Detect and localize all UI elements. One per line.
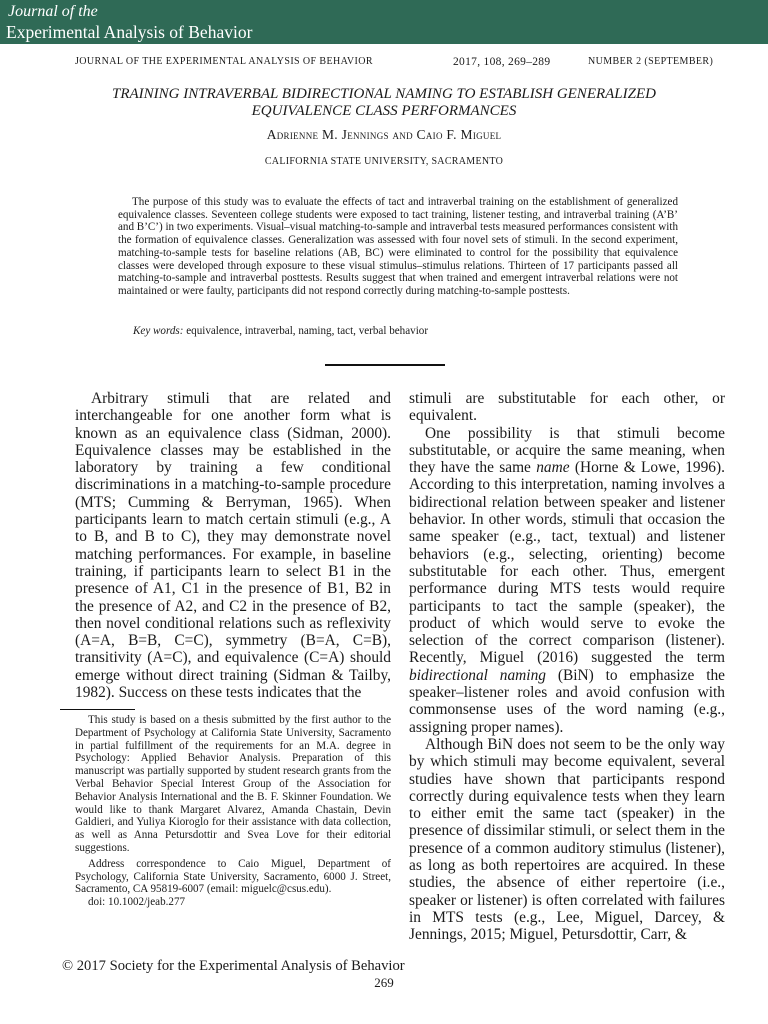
journal-banner [0, 0, 768, 44]
running-head-journal: JOURNAL OF THE EXPERIMENTAL ANALYSIS OF BEHAVIOR [75, 56, 373, 67]
footnote-rule [60, 709, 135, 710]
paragraph: One possibility is that stimuli become substitutable, or acquire the same meaning, when they have the same name (Horne & Lowe, 1996). According to this interpretation, naming involves a bidirectional relation between speaker and listener behavior. In other words, stimuli that occasion the same speaker (e.g., tact, textual) and listener behaviors (e.g., selecting, orienting) become substitutable for each other. Thus, emergent performance during MTS tests would require participants to tact the sample (speaker), the product of which would serve to evoke the selection of the correct comparison (listener). Recently, Miguel (2016) suggested the term bidirectional naming (BiN) to emphasize the speaker–listener roles and avoid confusion with commonsense uses of the word naming (e.g., assigning proper names). [409, 424, 725, 736]
body-column-left [75, 390, 391, 701]
paragraph: stimuli are substitutable for each other, or equivalent. [409, 390, 725, 425]
footnote-doi: doi: 10.1002/jeab.277 [88, 896, 186, 909]
abstract: The purpose of this study was to evaluate the effects of tact and intraverbal training on the establishment of generalized equivalence classes. Seventeen college students were exposed to tact training, listener testing, and intraverbal training (A’B’ and B’C’) in two experiments. Visual–visual matching-to-sample and intraverbal tests measured performances consistent with the formation of equivalence classes. Generalization was assessed with four novel sets of stimuli. In the second experiment, matching-to-sample tests for baseline relations (AB, BC) were eliminated to control for the possibility that equivalence classes were developed through exposure to these visual stimulus–stimulus relations. Thirteen of 17 participants passed all matching-to-sample and intraverbal posttests. Results suggest that when trained and emergent intraverbal relations were not maintained or were faulty, participants did not respond correctly during matching-to-sample posttests. [118, 196, 678, 297]
banner-line-2: Experimental Analysis of Behavior [6, 22, 253, 42]
keywords-label: Key words: [133, 325, 184, 337]
section-divider [325, 364, 445, 366]
running-head-citation: 2017, 108, 269–289 [453, 56, 551, 68]
paragraph: Although BiN does not seem to be the only way by which stimuli may become equivalent, several studies have shown that participants respond correctly during equivalence tests when they learn to either emit the same tact (speaker) in the presence of dissimilar stimuli, or select them in the presence of a common auditory stimulus (listener), as long as both repertoires are acquired. In these studies, the absence of either repertoire (i.e., speaker or listener) is often correlated with failures in MTS tests (e.g., Lee, Miguel, Darcey, & Jennings, 2015; Miguel, Petursdottir, Carr, & [409, 735, 725, 944]
article-authors: Adrienne M. Jennings and Caio F. Miguel [266, 127, 502, 142]
footnote-acknowledgment: This study is based on a thesis submitted by the first author to the Department of Psychology at California State University, Sacramento in partial fulfillment of the requirements for an M.A. degree in Psychology: Applied Behavior Analysis. Preparation of this manuscript was partially supported by student research grants from the Verbal Behavior Special Interest Group of the Association for Behavior Analysis International and the B. F. Skinner Foundation. We would like to thank Margaret Alvarez, Amanda Chastain, Devin Galdieri, and Yuliya Kioroglo for their assistance with data collection, as well as Anna Petursdottir and Svea Love for their editorial suggestions. [75, 714, 391, 854]
keywords-list: equivalence, intraverbal, naming, tact, verbal behavior [186, 325, 429, 337]
keywords [133, 325, 428, 338]
running-head-issue: NUMBER 2 (SEPTEMBER) [588, 56, 714, 67]
term-name: name [536, 459, 570, 477]
term-bidirectional-naming: bidirectional naming [409, 666, 546, 684]
article-affiliation: CALIFORNIA STATE UNIVERSITY, SACRAMENTO [264, 156, 504, 167]
banner-line-1: Journal of the [8, 3, 98, 20]
page-number: 269 [374, 975, 394, 990]
body-column-right [409, 390, 725, 944]
article-title: TRAINING INTRAVERBAL BIDIRECTIONAL NAMING TO ESTABLISH GENERALIZED EQUIVALENCE CLASS PERFORMANCES [112, 86, 656, 119]
paragraph: Arbitrary stimuli that are related and interchangeable for one another form what is known as an equivalence class (Sidman, 2000). Equivalence classes may be established in the laboratory by training a few conditional discriminations in a matching-to-sample procedure (MTS; Cumming & Berryman, 1965). When participants learn to match certain stimuli (e.g., A to B, and B to C), they may demonstrate novel matching performances. For example, in baseline training, if participants learn to select B1 in the presence of A1, C1 in the presence of B1, B2 in the presence of A2, and C2 in the presence of B2, then novel conditional relations such as reflexivity (A=A, B=B, C=C), symmetry (B=A, C=B), transitivity (A=C), and equivalence (C=A) should emerge without direct training (Sidman & Tailby, 1982). Success on these tests indicates that the [75, 390, 391, 702]
footnote-correspondence: Address correspondence to Caio Miguel, Department of Psychology, California State University, Sacramento, 6000 J. Street, Sacramento, CA 95819-6007 (email: miguelc@csus.edu). [75, 857, 391, 896]
copyright-notice: © 2017 Society for the Experimental Analysis of Behavior [62, 958, 405, 974]
footnotes [75, 714, 391, 909]
